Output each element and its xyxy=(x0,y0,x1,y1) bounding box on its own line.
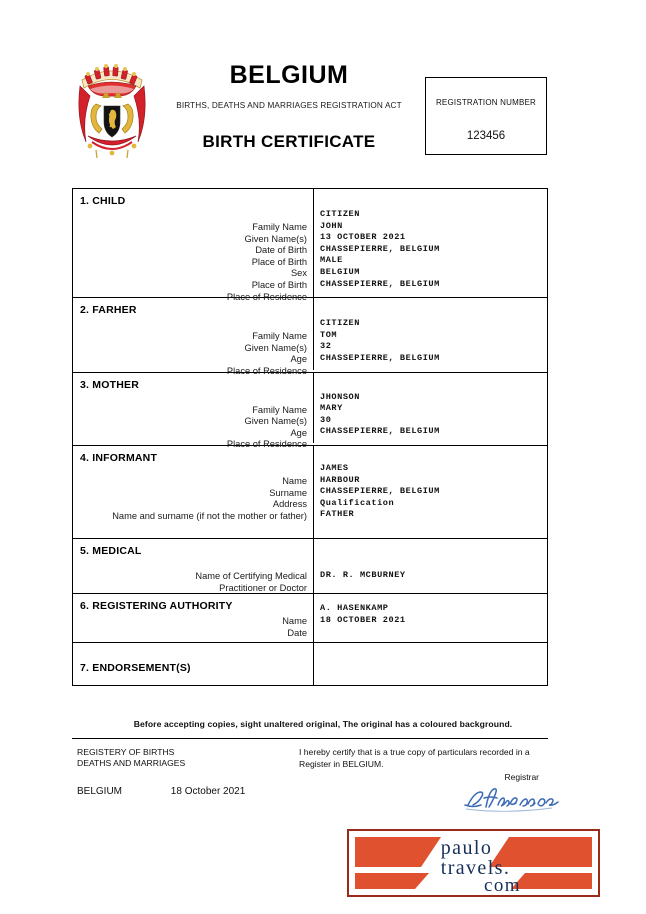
father-label-list xyxy=(80,331,307,377)
act-subtitle: BIRTHS, DEATHS AND MARRIAGES REGISTRATION ACT xyxy=(176,101,402,110)
authority-label-name: Name xyxy=(282,615,307,626)
child-place-of-birth: CHASSEPIERRE, BELGIUM xyxy=(320,243,440,254)
section-endorsements-values xyxy=(314,643,547,685)
informant-label-surname: Surname xyxy=(269,487,307,498)
registrar-signature xyxy=(462,783,572,815)
section-mother xyxy=(73,373,547,450)
mother-label-age: Age xyxy=(290,427,307,438)
informant-address: CHASSEPIERRE, BELGIUM xyxy=(320,486,440,497)
child-label-place-of-birth-2: Place of Birth xyxy=(251,279,307,290)
child-place-of-birth-2: BELGIUM xyxy=(320,266,360,277)
footer-date: 18 October 2021 xyxy=(170,786,246,797)
section-authority-labels xyxy=(73,594,314,642)
header-titles xyxy=(160,52,418,152)
authority-name: A. HASENKAMP xyxy=(320,602,389,613)
section-father-labels xyxy=(73,298,314,376)
section-mother-values xyxy=(314,373,547,445)
section-child-labels xyxy=(73,189,314,302)
mother-family-name: JHONSON xyxy=(320,391,360,402)
mother-label-family-name: Family Name xyxy=(252,404,307,415)
country-title: BELGIUM xyxy=(229,61,349,89)
child-label-sex: Sex xyxy=(290,268,307,279)
section-informant-labels xyxy=(73,446,314,538)
footer-country-date-row xyxy=(77,786,245,797)
authority-date: 18 OCTOBER 2021 xyxy=(320,614,406,625)
authority-label-list xyxy=(80,616,307,639)
child-sex: MALE xyxy=(320,255,343,266)
informant-name: JAMES xyxy=(320,462,349,473)
certificate-table xyxy=(72,188,548,686)
informant-qualification-label-value: Qualification xyxy=(320,497,395,508)
logo-line-1: paulo xyxy=(440,837,493,859)
document-title: BIRTH CERTIFICATE xyxy=(202,132,376,151)
section-mother-labels xyxy=(73,373,314,450)
authority-value-list xyxy=(320,603,543,626)
section-authority-heading: 6. REGISTERING AUTHORITY xyxy=(80,599,233,612)
section-endorsements xyxy=(73,643,547,686)
section-medical xyxy=(73,539,547,594)
section-medical-heading: 5. MEDICAL xyxy=(80,544,142,557)
father-label-age: Age xyxy=(290,354,307,365)
informant-label-address: Address xyxy=(272,499,307,510)
registry-block xyxy=(77,747,185,769)
informant-label-list xyxy=(80,476,307,522)
mother-age: 30 xyxy=(320,414,332,425)
registry-line-1: REGISTERY OF BIRTHS xyxy=(77,747,175,757)
child-place-of-residence: CHASSEPIERRE, BELGIUM xyxy=(320,278,440,289)
logo-line-3: com xyxy=(484,875,521,896)
mother-label-given-names: Given Name(s) xyxy=(244,416,307,427)
section-father xyxy=(73,298,547,376)
mother-given-names: MARY xyxy=(320,403,343,414)
child-family-name: CITIZEN xyxy=(320,209,360,219)
father-given-names: TOM xyxy=(320,329,338,340)
informant-label-qualification: Name and surname (if not the mother or father) xyxy=(112,510,307,521)
father-value-list xyxy=(320,318,543,364)
section-father-values xyxy=(314,298,547,371)
copy-notice: Before accepting copies, sight unaltered original, The original has a coloured background. xyxy=(133,719,513,729)
mother-label-place-of-residence: Place of Residence xyxy=(226,439,307,450)
father-place-of-residence: CHASSEPIERRE, BELGIUM xyxy=(320,352,440,363)
child-given-names: JOHN xyxy=(320,220,343,231)
informant-label-name: Name xyxy=(282,475,307,486)
authority-label-date: Date xyxy=(287,627,307,638)
father-label-given-names: Given Name(s) xyxy=(244,342,307,353)
child-label-given-names: Given Name(s) xyxy=(244,233,307,244)
mother-place-of-residence: CHASSEPIERRE, BELGIUM xyxy=(320,426,440,437)
section-child-values xyxy=(314,189,547,297)
belgium-coat-of-arms-icon xyxy=(66,58,158,166)
certificate-header xyxy=(0,52,646,172)
section-authority-values xyxy=(314,594,547,642)
child-value-list xyxy=(320,209,543,290)
section-registering-authority xyxy=(73,594,547,643)
section-medical-values xyxy=(314,539,547,593)
section-informant xyxy=(73,446,547,539)
medical-practitioner-name: DR. R. MCBURNEY xyxy=(320,569,406,580)
section-mother-heading: 3. MOTHER xyxy=(80,378,139,391)
child-label-list xyxy=(80,222,307,303)
mother-label-list xyxy=(80,405,307,451)
section-informant-heading: 4. INFORMANT xyxy=(80,451,158,464)
registration-number-box xyxy=(425,77,547,155)
child-label-place-of-residence: Place of Residence xyxy=(226,291,307,302)
medical-value-list xyxy=(320,570,543,582)
logo-bands xyxy=(349,831,598,895)
father-label-place-of-residence: Place of Residence xyxy=(226,365,307,376)
section-informant-values xyxy=(314,446,547,538)
certification-statement: I hereby certify that is a true copy of particulars recorded in a Register in BELGIUM. xyxy=(299,747,530,769)
footer-country: BELGIUM xyxy=(77,786,123,797)
section-endorsements-heading: 7. ENDORSEMENT(S) xyxy=(80,661,191,674)
father-label-family-name: Family Name xyxy=(252,331,307,342)
section-endorsements-labels xyxy=(73,643,314,685)
informant-value-list xyxy=(320,463,543,521)
child-label-place-of-birth: Place of Birth xyxy=(251,256,307,267)
father-age: 32 xyxy=(320,341,332,352)
section-child xyxy=(73,189,547,302)
paulotravels-logo xyxy=(347,829,600,897)
child-label-date-of-birth: Date of Birth xyxy=(255,245,307,256)
registration-number-value: 123456 xyxy=(466,130,506,142)
registrar-label: Registrar xyxy=(504,772,539,782)
section-medical-labels xyxy=(73,539,314,593)
registration-number-label: REGISTRATION NUMBER xyxy=(435,98,537,107)
section-child-heading: 1. CHILD xyxy=(80,195,126,207)
informant-qualification: FATHER xyxy=(320,509,355,520)
child-label-family-name: Family Name xyxy=(252,222,307,232)
medical-label-list xyxy=(80,571,307,594)
child-date-of-birth: 13 OCTOBER 2021 xyxy=(320,232,406,243)
informant-surname: HARBOUR xyxy=(320,474,360,485)
father-family-name: CITIZEN xyxy=(320,318,360,329)
medical-label-line2: Practitioner or Doctor xyxy=(219,582,307,593)
registry-line-2: DEATHS AND MARRIAGES xyxy=(77,758,186,768)
section-father-heading: 2. FARHER xyxy=(80,304,137,317)
mother-value-list xyxy=(320,392,543,438)
logo-line-2: travels. xyxy=(440,857,511,879)
footer-divider xyxy=(72,738,548,739)
medical-label-line1: Name of Certifying Medical xyxy=(195,570,307,581)
